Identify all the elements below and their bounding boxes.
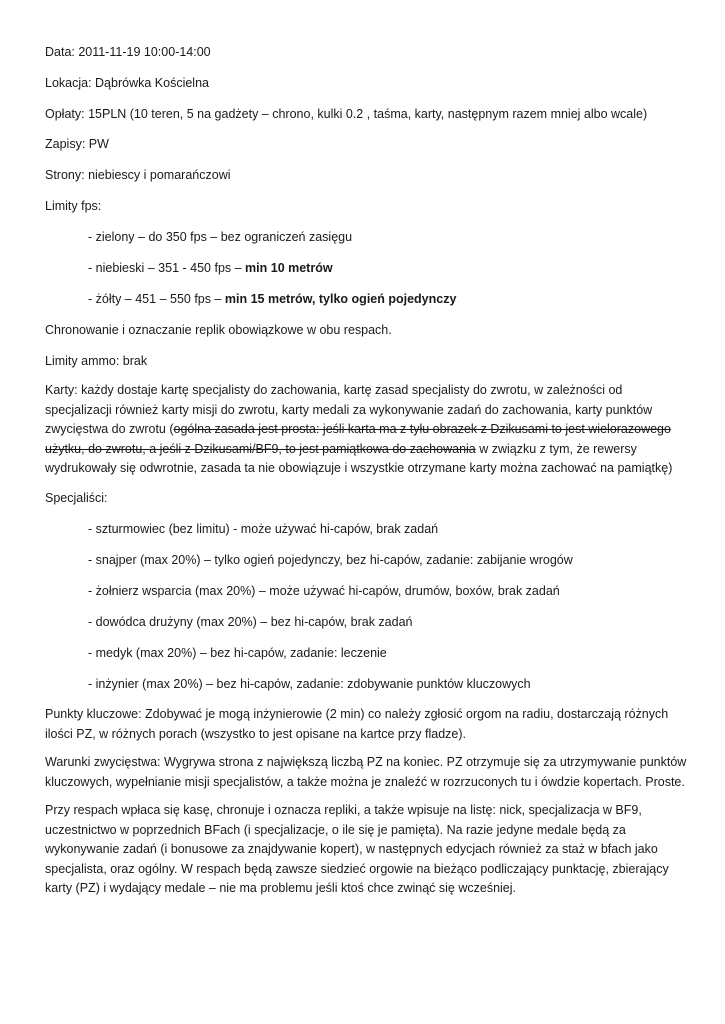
spec-item-squad-leader: - dowódca drużyny (max 20%) – bez hi-capów, brak zadań bbox=[88, 615, 413, 629]
specialists-heading: Specjaliści: bbox=[45, 491, 108, 505]
chrono-line: Chronowanie i oznaczanie replik obowiązkowe w obu respach. bbox=[45, 323, 392, 337]
cards-paragraph bbox=[45, 381, 690, 479]
fees-line: Opłaty: 15PLN (10 teren, 5 na gadżety – chrono, kulki 0.2 , taśma, karty, następnym razem mniej albo wcale) bbox=[45, 107, 648, 121]
fps-item-text: - żółty – 451 – 550 fps – bbox=[88, 292, 225, 306]
signup-line: Zapisy: PW bbox=[45, 137, 109, 151]
fps-item-green bbox=[88, 227, 725, 247]
fps-item-blue bbox=[88, 258, 725, 278]
spec-item-assault: - szturmowiec (bez limitu) - może używać hi-capów, brak zadań bbox=[88, 522, 439, 536]
fps-item-yellow bbox=[88, 289, 725, 309]
date-line: Data: 2011-11-19 10:00-14:00 bbox=[45, 45, 211, 59]
cards-struck-text: ogólna zasada jest prosta: jeśli karta ma z tyłu obrazek z Dzikusami to jest wielorazowego użytku, do zwrotu, a jeśli z Dzikusami/BF9, to jest pamiątkowa do zachowania bbox=[45, 422, 671, 456]
fps-item-text: - niebieski – 351 - 450 fps – bbox=[88, 261, 246, 275]
ammo-line: Limity ammo: brak bbox=[45, 354, 148, 368]
location-line: Lokacja: Dąbrówka Kościelna bbox=[45, 76, 209, 90]
fps-item-text: - zielony – do 350 fps – bez ograniczeń zasięgu bbox=[88, 230, 353, 244]
respawn-paragraph: Przy respach wpłaca się kasę, chronuje i oznacza repliki, a także wpisuje na listę: nick, specjalizacja w BF9, uczestnictwo w poprzednich BFach (i specjalizacje, o ile się je pamięta). Na razie jedyne medale będą za wykonywanie zadań (i bonusowe za znajdywanie kopert), w następnych edycjach również za staż w bfach jako specjalista, oraz ogólny. W respach będą zawsze siedzieć orgowie na bieżąco podliczający punktację, zbierający karty (PZ) i wydający medale – nie ma problemu jeśli ktoś chce zwinąć się wcześniej. bbox=[45, 803, 669, 895]
cards-text: Karty: każdy dostaje kartę specjalisty do zachowania, kartę zasad specjalisty do zwrotu, w zależności od specjalizacji również karty misji do zwrotu, karty medali za wykonywanie zadań do zachowania, karty punktów zwycięstwa do zwrotu ( bbox=[45, 383, 653, 436]
sides-line: Strony: niebiescy i pomarańczowi bbox=[45, 168, 231, 182]
cards-text-end: w związku z tym, że rewersy wydrukowały się odwrotnie, zasada ta nie obowiązuje i wszystkie otrzymane karty można zachować na pamiątkę) bbox=[45, 441, 673, 475]
spec-item-engineer: - inżynier (max 20%) – bez hi-capów, zadanie: zdobywanie punktów kluczowych bbox=[88, 677, 531, 691]
spec-item-support: - żołnierz wsparcia (max 20%) – może używać hi-capów, drumów, boxów, brak zadań bbox=[88, 584, 560, 598]
fps-item-bold: min 10 metrów bbox=[245, 261, 333, 275]
spec-item-sniper: - snajper (max 20%) – tylko ogień pojedynczy, bez hi-capów, zadanie: zabijanie wrogów bbox=[88, 553, 573, 567]
spec-item-medic: - medyk (max 20%) – bez hi-capów, zadanie: leczenie bbox=[88, 646, 387, 660]
fps-item-bold: min 15 metrów, tylko ogień pojedynczy bbox=[224, 292, 457, 306]
fps-limits-heading: Limity fps: bbox=[45, 199, 102, 213]
key-points-paragraph: Punkty kluczowe: Zdobywać je mogą inżynierowie (2 min) co należy zgłosić orgom na radiu, dostarczają różnych ilości PZ, w różnych porach (wszystko to jest opisane na kartce przy fladze). bbox=[45, 707, 669, 741]
victory-conditions-paragraph: Warunki zwycięstwa: Wygrywa strona z największą liczbą PZ na koniec. PZ otrzymuje się za utrzymywanie punktów kluczowych, wypełnianie misji specjalistów, a także można je znaleźć w rozrzuconych tu i ówdzie kopertach. Proste. bbox=[45, 755, 687, 789]
